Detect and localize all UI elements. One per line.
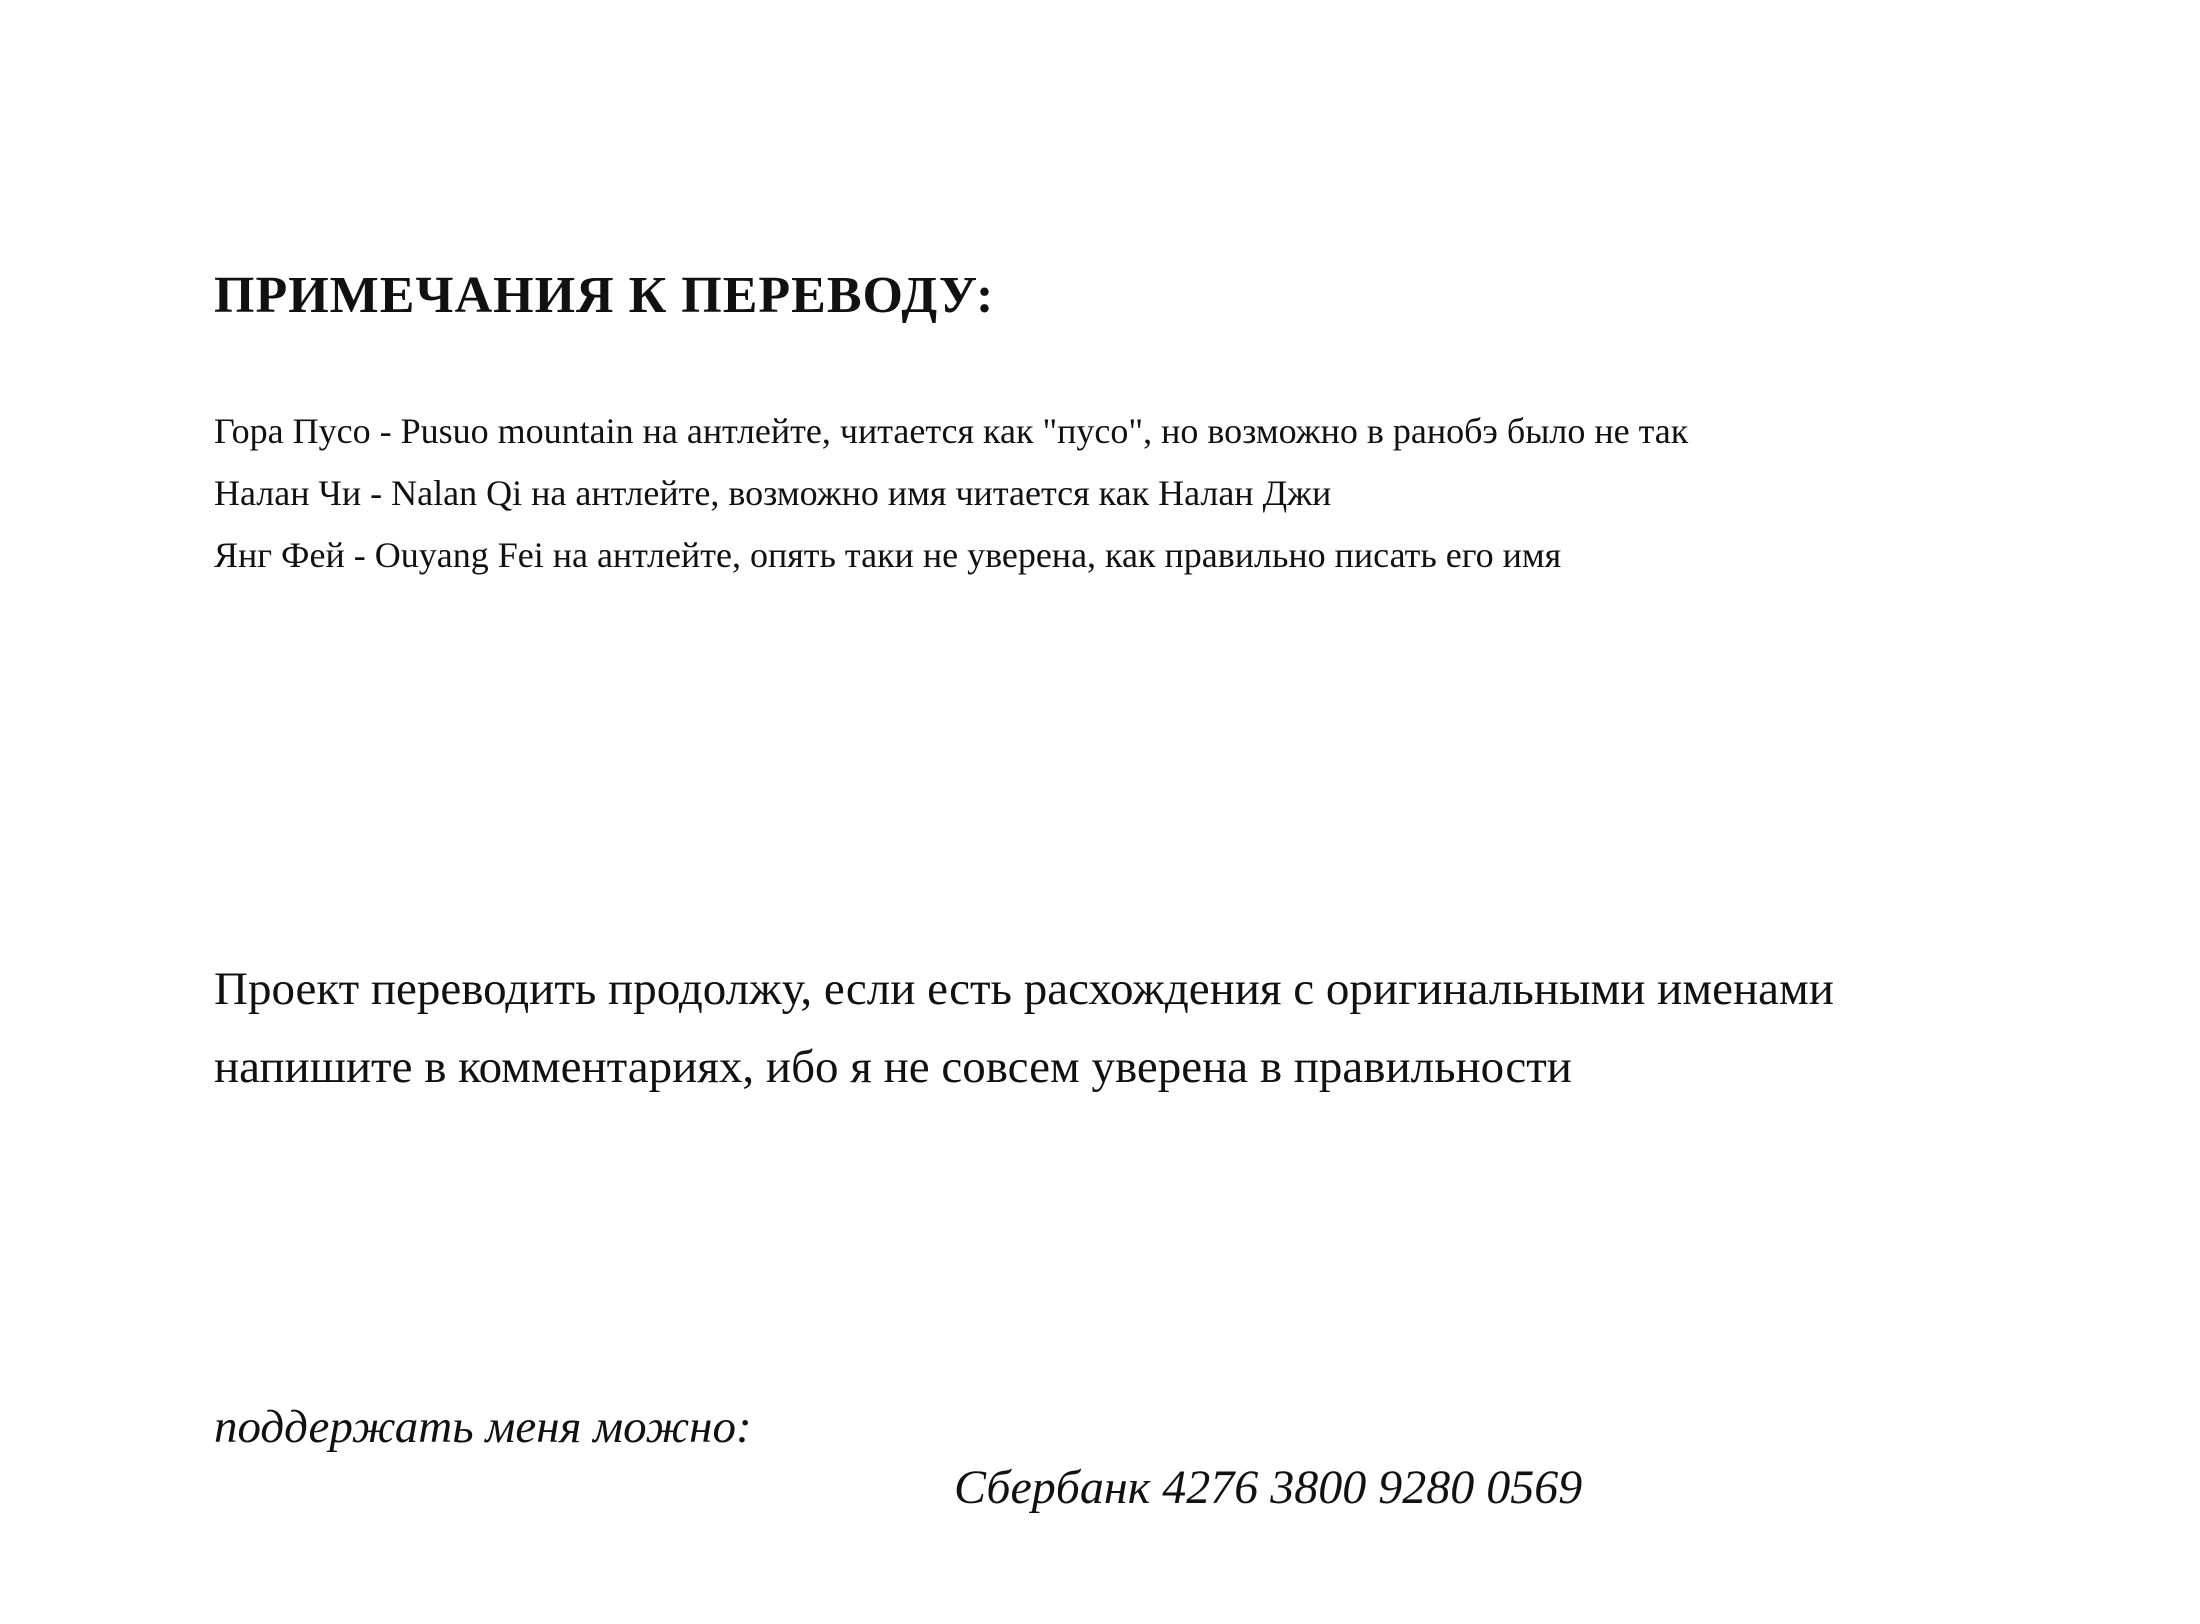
- bank-details: Сбербанк 4276 3800 9280 0569: [954, 1461, 1583, 1514]
- page-title: ПРИМЕЧАНИЯ К ПЕРЕВОДУ:: [214, 267, 995, 324]
- project-note-line-1: Проект переводить продолжу, если есть расхождения с оригинальными именами: [214, 963, 1834, 1015]
- support-label: поддержать меня можно:: [214, 1401, 752, 1453]
- translation-notes-list: [214, 400, 1688, 586]
- project-note-line-2: напишите в комментариях, ибо я не совсем уверена в правильности: [214, 1041, 1572, 1093]
- note-item: Налан Чи - Nalan Qi на антлейте, возможно имя читается как Налан Джи: [214, 473, 1332, 513]
- note-item: Гора Пусо - Pusuo mountain на антлейте, читается как "пусо", но возможно в ранобэ было не так: [214, 411, 1689, 451]
- note-item: Янг Фей - Ouyang Fei на антлейте, опять таки не уверена, как правильно писать его имя: [214, 535, 1562, 575]
- project-note: [214, 950, 1834, 1106]
